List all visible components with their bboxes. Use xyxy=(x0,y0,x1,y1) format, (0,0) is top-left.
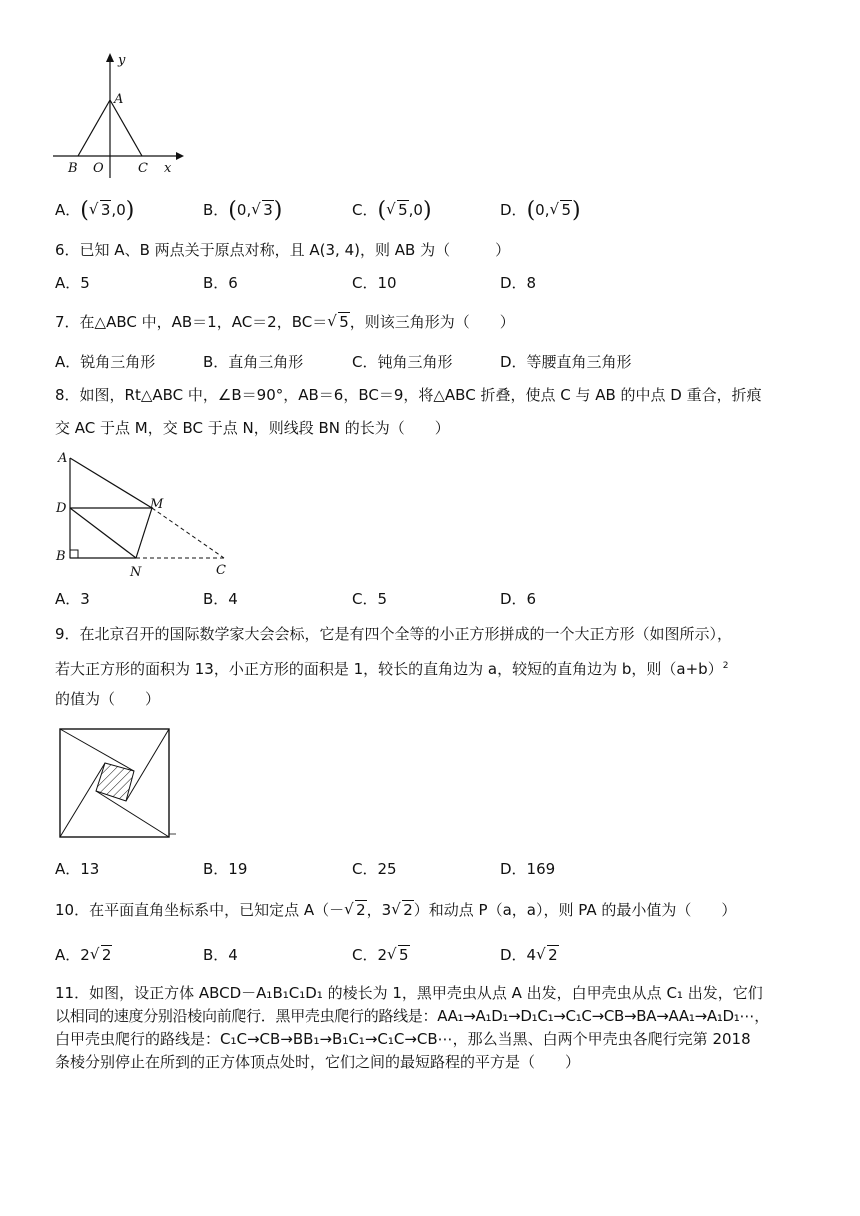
q11-stem-line4: 条棱分别停止在所到的正方体顶点处时，它们之间的最短路程的平方是（ ） xyxy=(55,1053,581,1071)
q9-option-b: B．19 xyxy=(203,860,248,878)
q7-stem: 7．在△ABC 中，AB＝1，AC＝2，BC＝√ 5，则该三角形为（ ） xyxy=(55,312,515,332)
q5-option-a: A．(√ 3,0) xyxy=(55,200,134,221)
q6-option-a: A．5 xyxy=(55,274,90,292)
q5-option-c: C．(√ 5,0) xyxy=(352,200,432,221)
q8-option-c: C．5 xyxy=(352,590,388,608)
q8-stem-line2: 交 AC 于点 M，交 BC 于点 N，则线段 BN 的长为（ ） xyxy=(55,419,450,437)
q9-stem-line1: 9．在北京召开的国际数学家大会会标，它是有四个全等的小正方形拼成的一个大正方形（如图所示）， xyxy=(55,625,733,643)
q9-option-c: C．25 xyxy=(352,860,397,878)
q7-option-b: B．直角三角形 xyxy=(203,353,304,371)
q11-stem-line1: 11．如图，设正方体 ABCD－A₁B₁C₁D₁ 的棱长为 1，黑甲壳虫从点 A 出发，白甲壳虫从点 C₁ 出发，它们 xyxy=(55,984,763,1002)
q10-stem: 10．在平面直角坐标系中，已知定点 A（－√ 2，3√ 2）和动点 P（a，a），则 PA 的最小值为（ ） xyxy=(55,900,736,920)
q10-option-c: C．2√ 5 xyxy=(352,945,410,965)
axis-x-label: x xyxy=(164,161,172,176)
q8-option-b: B．4 xyxy=(203,590,238,608)
point-a-label: A xyxy=(114,92,124,107)
q6-option-c: C．10 xyxy=(352,274,397,292)
q6-option-b: B．6 xyxy=(203,274,238,292)
q9-option-d: D．169 xyxy=(500,860,556,878)
q7-option-d: D．等腰直角三角形 xyxy=(500,353,632,371)
q9-stem-line3: 的值为（ ） xyxy=(55,690,161,708)
point-c-label: C xyxy=(216,563,226,578)
q8-option-d: D．6 xyxy=(500,590,537,608)
point-c-label: C xyxy=(138,161,148,176)
q10-option-a: A．2√ 2 xyxy=(55,945,112,965)
q7-option-a: A．锐角三角形 xyxy=(55,353,156,371)
fold-triangle-figure xyxy=(52,448,242,580)
q6-stem: 6．已知 A、B 两点关于原点对称，且 A(3, 4)，则 AB 为（ ） xyxy=(55,241,511,259)
point-b-label: B xyxy=(68,161,78,176)
point-d-label: D xyxy=(56,501,67,516)
pinwheel-square-figure xyxy=(56,726,181,841)
point-o-label: O xyxy=(93,161,104,176)
q11-stem-line3: 白甲壳虫爬行的路线是：C₁C→CB→BB₁→B₁C₁→C₁C→CB⋯，那么当黑、白两个甲壳虫各爬行完第 2018 xyxy=(55,1030,751,1048)
q6-option-d: D．8 xyxy=(500,274,537,292)
coordinate-figure xyxy=(48,50,188,180)
q9-stem-line2: 若大正方形的面积为 13，小正方形的面积是 1，较长的直角边为 a，较短的直角边为 b，则$(a+b)^2$ xyxy=(55,660,729,678)
exponent: 2 xyxy=(722,661,729,671)
q8-stem-line1: 8．如图，Rt△ABC 中，∠B＝90°，AB＝6，BC＝9，将△ABC 折叠，使点 C 与 AB 的中点 D 重合，折痕 xyxy=(55,386,762,404)
q7-option-c: C．钝角三角形 xyxy=(352,353,453,371)
q9-option-a: A．13 xyxy=(55,860,100,878)
q5-option-b: B．(0,√ 3) xyxy=(203,200,282,221)
point-a-label: A xyxy=(58,451,68,466)
axis-y-label: y xyxy=(118,53,126,68)
q10-option-d: D．4√ 2 xyxy=(500,945,559,965)
q5-option-d: D．(0,√ 5) xyxy=(500,200,581,221)
point-b-label: B xyxy=(56,549,66,564)
point-m-label: M xyxy=(150,497,164,512)
point-n-label: N xyxy=(130,565,142,580)
q8-option-a: A．3 xyxy=(55,590,90,608)
q10-option-b: B．4 xyxy=(203,946,238,964)
q11-stem-line2: 以相同的速度分别沿棱向前爬行．黑甲壳虫爬行的路线是：AA₁→A₁D₁→D₁C₁→C₁C→CB→BA→AA₁→A₁D₁⋯， xyxy=(55,1007,769,1025)
